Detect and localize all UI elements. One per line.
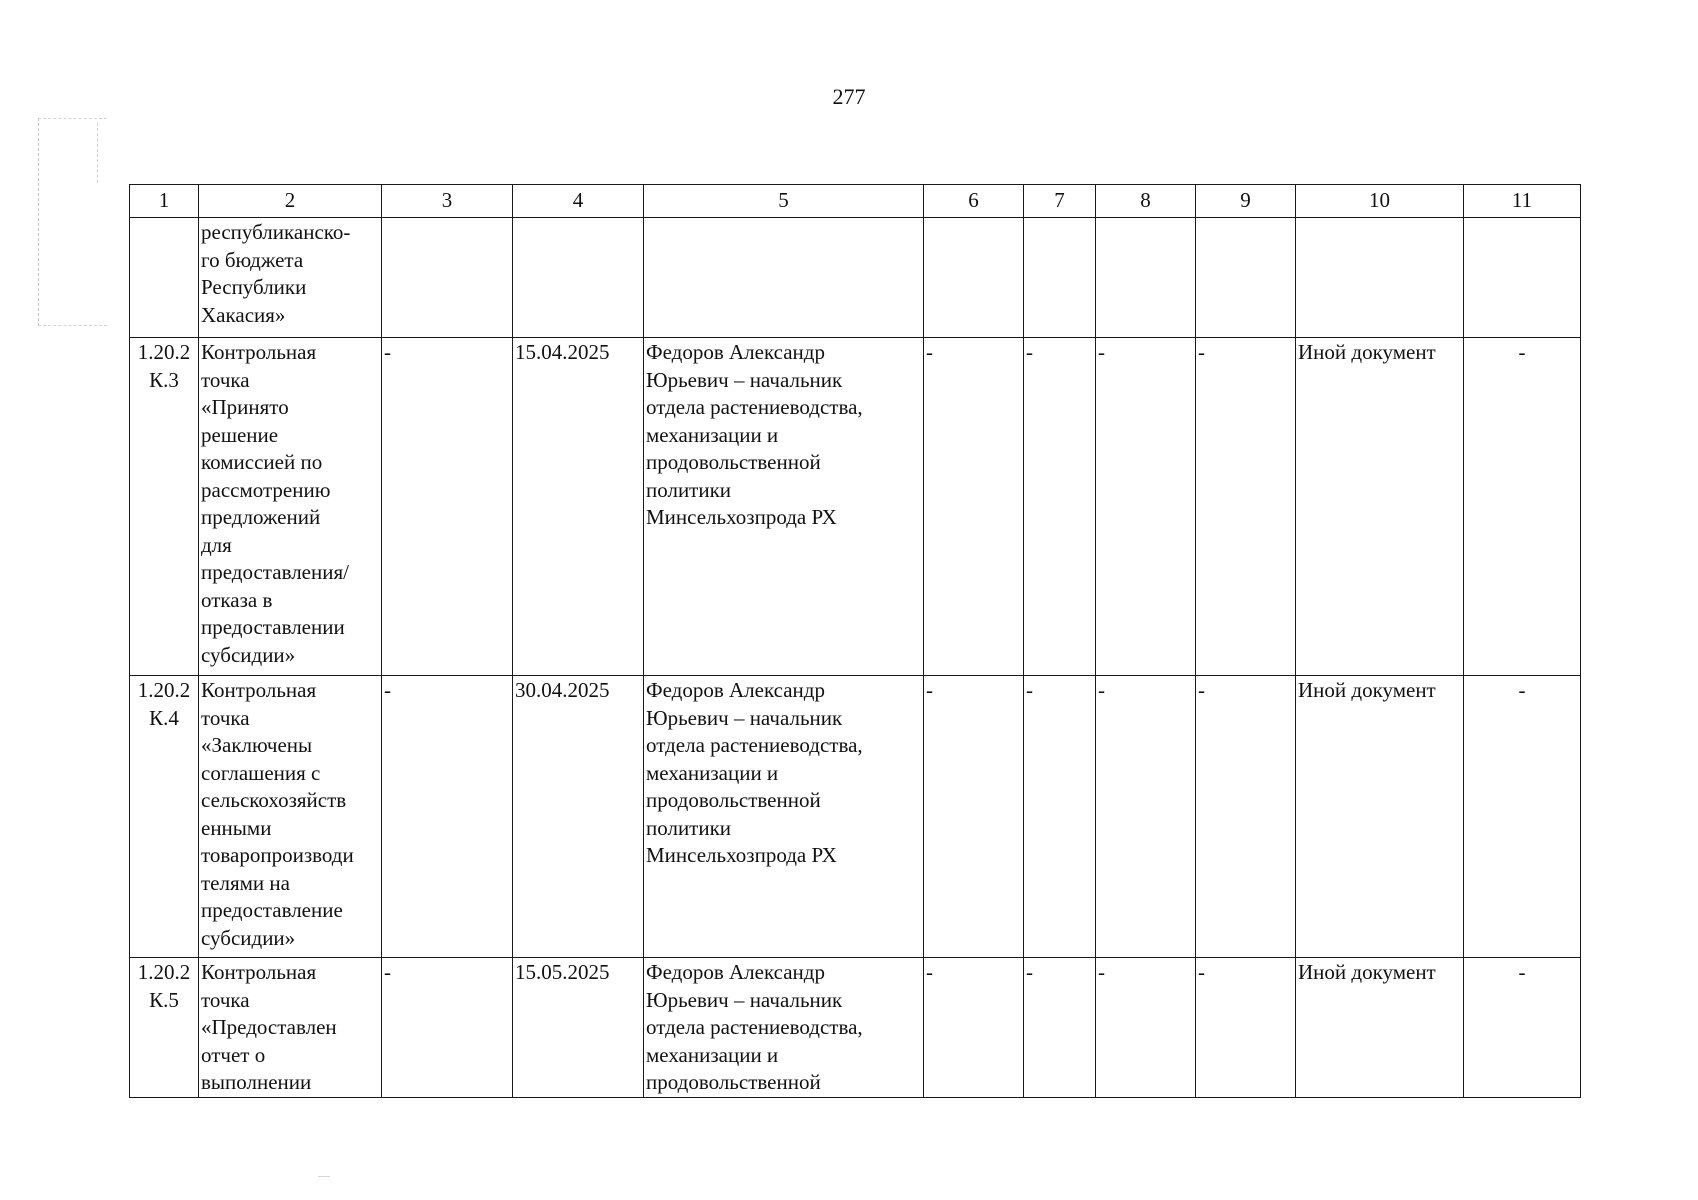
cell-num: 1.20.2 К.3 xyxy=(130,338,199,676)
column-header-8: 8 xyxy=(1096,185,1196,218)
column-header-4: 4 xyxy=(513,185,644,218)
cell-3: - xyxy=(382,338,513,676)
column-header-10: 10 xyxy=(1296,185,1464,218)
scan-artifact-dot xyxy=(318,1176,330,1177)
cell-7: - xyxy=(1024,958,1096,1098)
cell-8: - xyxy=(1096,958,1196,1098)
cell-name: Контрольная точка «Принято решение комиссией по рассмотрению предложений для предоставления/ отказа в предоставлении субсидии» xyxy=(199,338,382,676)
cell-responsible: Федоров Александр Юрьевич – начальник отдела растениеводства, механизации и продовольственной политики Минсельхозпрода РХ xyxy=(644,676,924,958)
cell-name: Контрольная точка «Заключены соглашения с сельскохозяйств енными товаропроизводи телями на предоставление субсидии» xyxy=(199,676,382,958)
control-points-table xyxy=(129,184,1581,1098)
cell-document-type: Иной документ xyxy=(1296,338,1464,676)
cell-8: - xyxy=(1096,338,1196,676)
cell-6: - xyxy=(924,958,1024,1098)
cell-6: - xyxy=(924,676,1024,958)
cell-11 xyxy=(1464,218,1581,338)
column-header-9: 9 xyxy=(1196,185,1296,218)
table-row xyxy=(130,958,1581,1098)
page-number: 277 xyxy=(832,84,866,109)
column-header-11: 11 xyxy=(1464,185,1581,218)
cell-date: 15.04.2025 xyxy=(513,338,644,676)
cell-8: - xyxy=(1096,676,1196,958)
cell-responsible: Федоров Александр Юрьевич – начальник отдела растениеводства, механизации и продовольственной политики Минсельхозпрода РХ xyxy=(644,338,924,676)
cell-7: - xyxy=(1024,338,1096,676)
cell-7: - xyxy=(1024,676,1096,958)
cell-9: - xyxy=(1196,958,1296,1098)
cell-3: - xyxy=(382,676,513,958)
cell-name: Контрольная точка «Предоставлен отчет о выполнении xyxy=(199,958,382,1098)
header-row xyxy=(130,185,1581,218)
table-row xyxy=(130,676,1581,958)
cell-9 xyxy=(1196,218,1296,338)
column-header-6: 6 xyxy=(924,185,1024,218)
cell-date: 15.05.2025 xyxy=(513,958,644,1098)
column-header-7: 7 xyxy=(1024,185,1096,218)
cell-6: - xyxy=(924,338,1024,676)
cell-9: - xyxy=(1196,338,1296,676)
column-header-2: 2 xyxy=(199,185,382,218)
cell-name: республиканско- го бюджета Республики Хакасия» xyxy=(199,218,382,338)
cell-document-type: Иной документ xyxy=(1296,676,1464,958)
table-row-continuation xyxy=(130,218,1581,338)
cell-11: - xyxy=(1464,338,1581,676)
cell-8 xyxy=(1096,218,1196,338)
column-header-1: 1 xyxy=(130,185,199,218)
cell-num: 1.20.2 К.5 xyxy=(130,958,199,1098)
cell-11: - xyxy=(1464,676,1581,958)
cell-document-type: Иной документ xyxy=(1296,958,1464,1098)
cell-7 xyxy=(1024,218,1096,338)
cell-9: - xyxy=(1196,676,1296,958)
cell-num: 1.20.2 К.4 xyxy=(130,676,199,958)
cell-date: 30.04.2025 xyxy=(513,676,644,958)
cell-11: - xyxy=(1464,958,1581,1098)
cell-6 xyxy=(924,218,1024,338)
cell-num xyxy=(130,218,199,338)
cell-3: - xyxy=(382,958,513,1098)
column-header-5: 5 xyxy=(644,185,924,218)
cell-responsible: Федоров Александр Юрьевич – начальник отдела растениеводства, механизации и продовольственной xyxy=(644,958,924,1098)
cell-4 xyxy=(513,218,644,338)
scan-artifact xyxy=(38,118,107,326)
column-header-3: 3 xyxy=(382,185,513,218)
cell-3 xyxy=(382,218,513,338)
cell-5 xyxy=(644,218,924,338)
table-row xyxy=(130,338,1581,676)
cell-10 xyxy=(1296,218,1464,338)
